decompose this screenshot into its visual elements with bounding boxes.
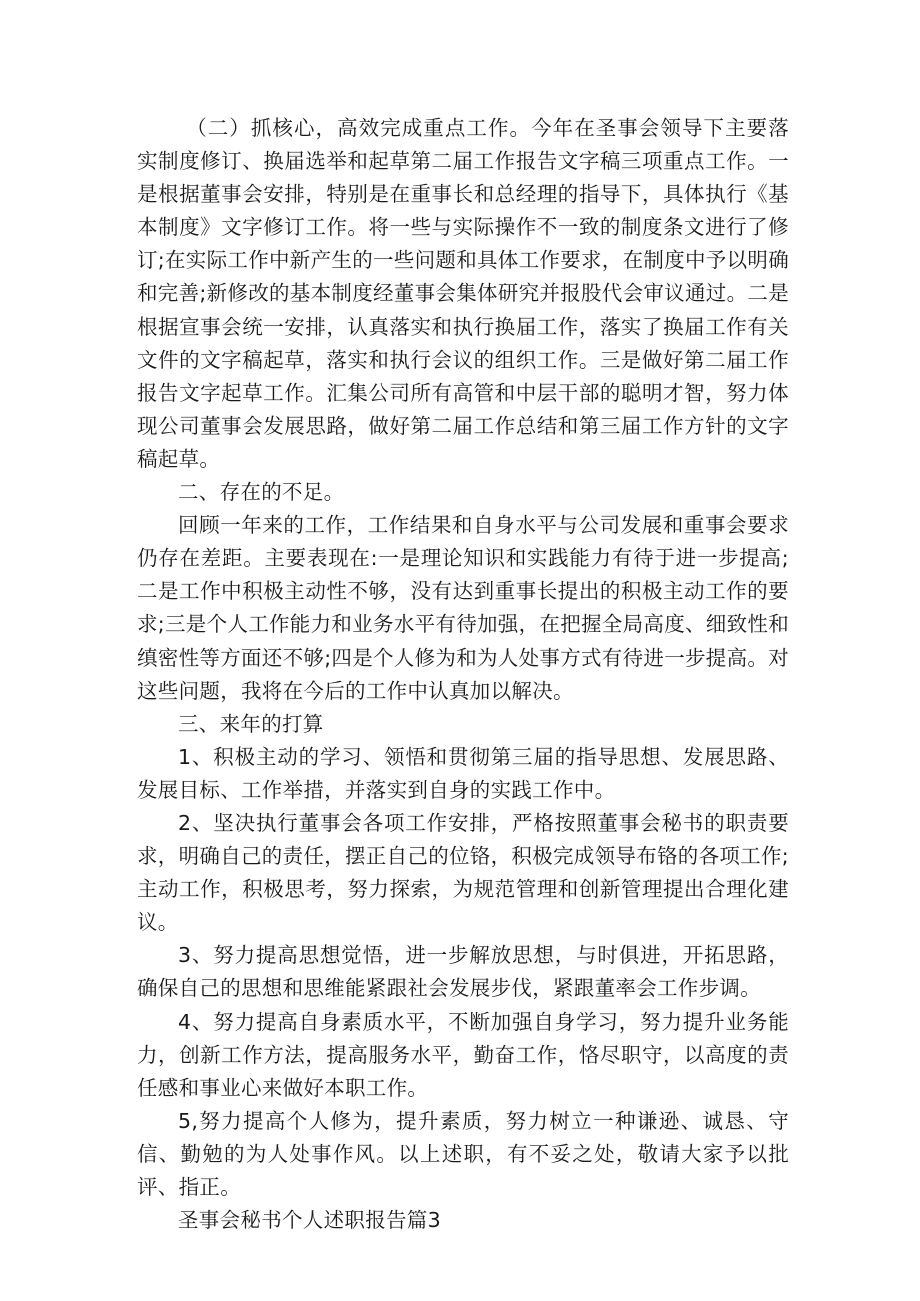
list-item-plan-2: 2、坚决执行董事会各项工作安排，严格按照董事会秘书的职责要求，明确自己的责任，摆正自己的位铬，积极完成领导布铬的各项工作;主动工作，积极思考，努力探索，为规范管理和创新管理提出合理化建议。 <box>137 810 790 935</box>
document-body <box>137 112 789 1237</box>
list-item-plan-4: 4、努力提高自身素质水平，不断加强自身学习，努力提升业务能力，创新工作方法，提高服务水平，勤奋工作，恪尽职守，以高度的责任感和事业心来做好本职工作。 <box>137 1009 789 1100</box>
section-title-report-3: 圣事会秘书个人述职报告篇3 <box>178 1208 441 1233</box>
paragraph-review: 回顾一年来的工作，工作结果和自身水平与公司发展和重事会要求仍存在差距。主要表现在:一是理论知识和实践能力有待于进一步提高;二是工作中积极主动性不够，没有达到重事长提出的积极主动工作的要求;三是个人工作能力和业务水平有待加强，在把握全局高度、细致性和缜密性等方面还不够;四是个人修为和为人处事方式有待进一步提高。对这些问题，我将在今后的工作中认真加以解决。 <box>137 513 790 703</box>
list-item-plan-3: 3、努力提高思想觉悟，进一步解放思想，与时俱进，开拓思路，确保自己的思想和思维能紧跟社会发展步伐，紧跟董率会工作步调。 <box>137 943 789 1001</box>
list-item-plan-1: 1、积极主动的学习、领悟和贯彻第三届的指导思想、发展思路、发展目标、工作举措，并落实到自身的实践工作中。 <box>137 744 789 802</box>
heading-next-year-plan: 三、来年的打算 <box>178 711 324 736</box>
list-item-plan-5: 5,努力提高个人修为，提升素质，努力树立一种谦逊、诚恳、守信、勤勉的为人处事作风。以上述职，有不妥之处，敬请大家予以批评、指正。 <box>137 1108 789 1199</box>
heading-shortcomings: 二、存在的不足。 <box>178 480 345 505</box>
paragraph-core-work: （二）抓核心，高效完成重点工作。今年在圣事会领导下主要落实制度修订、换届选举和起草第二届工作报告文字稿三项重点工作。一是根据董事会安排，特别是在重事长和总经理的指导下，具体执行《基本制度》文字修订工作。将一些与实际操作不一致的制度条文进行了修订;在实际工作中新产生的一些问题和具体工作要求，在制度中予以明确和完善;新修改的基本制度经董事会集体研究并报股代会审议通过。二是根据宣事会统一安排，认真落实和执行换届工作，落实了换届工作有关文件的文字稿起草，落实和执行会议的组织工作。三是做好第二届工作报告文字起草工作。汇集公司所有高管和中层干部的聪明才智，努力体现公司董事会发展思路，做好第二届工作总结和第三届工作方针的文字稿起草。 <box>137 116 790 471</box>
